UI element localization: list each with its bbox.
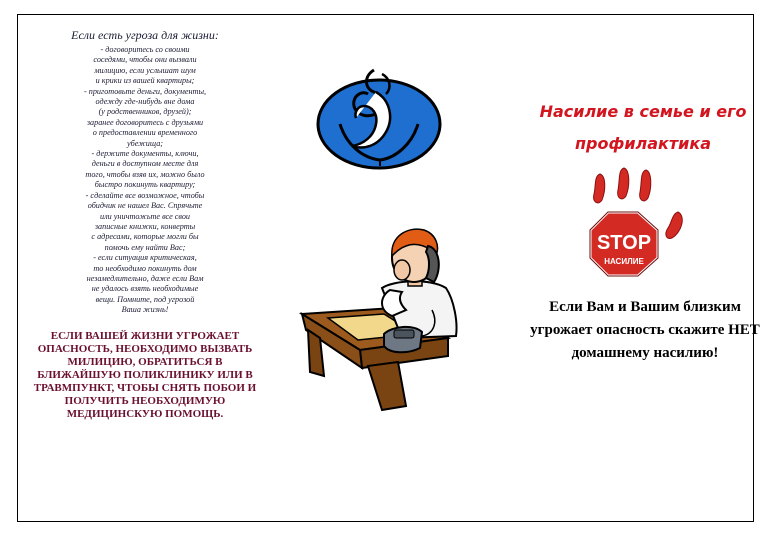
advice-line: (у родственников, друзей); [98, 107, 192, 117]
advice-line: - договоритесь со своими [100, 45, 190, 54]
advice-line: одежду где-нибудь вне дома [95, 97, 195, 107]
advice-line: и крики из вашей квартиры; [95, 76, 195, 86]
advice-line: или уничтожьте все свои [99, 211, 191, 221]
advice-line: убежища; [126, 138, 164, 148]
title-line-2: профилактика [574, 134, 712, 153]
advice-line: быстро покинуть квартиру; [94, 180, 196, 190]
brochure-title [523, 96, 763, 160]
advice-line: с адресами, которые могли бы [91, 232, 199, 242]
advice-line: деньги в доступном месте для [91, 159, 199, 169]
advice-line: то необходимо покинуть дом [93, 263, 197, 273]
advice-line: того, чтобы взяв их, можно было [85, 169, 205, 179]
man-on-phone-illustration [298, 226, 466, 412]
swan-logo-icon [316, 66, 442, 170]
advice-list [25, 45, 265, 316]
advice-line: соседями, чтобы они вызвали [93, 55, 197, 65]
advice-line: - если ситуация критическая, [93, 253, 197, 263]
stop-subword: НАСИЛИЕ [604, 257, 644, 266]
advice-line: обидчик не нашел Вас. Спрячьте [87, 201, 203, 211]
advice-line: милицию, если услышат шум [94, 65, 196, 75]
advice-line: помочь ему найти Вас; [104, 242, 186, 252]
title-line-1: Насилие в семье и его [539, 102, 747, 121]
advice-line: о предоставлении временного [92, 128, 198, 138]
advice-line: - сделайте все возможное, чтобы [85, 190, 205, 200]
advice-line: заранее договоритесь с друзьями [86, 117, 204, 127]
advice-heading: Если есть угроза для жизни: [71, 28, 219, 42]
left-panel [25, 28, 265, 316]
stop-violence-sign-icon [580, 166, 690, 284]
stop-word: STOP [596, 232, 652, 254]
advice-line: незамедлительно, даже если Вам [86, 273, 204, 283]
emergency-warning: ЕСЛИ ВАШЕЙ ЖИЗНИ УГРОЖАЕТ ОПАСНОСТЬ, НЕОБХОДИМО ВЫЗВАТЬ МИЛИЦИЮ, ОБРАТИТЬСЯ В БЛИЖАЙШУЮ ПОЛИКЛИНИКУ ИЛИ В ТРАВМПУНКТ, ЧТОБЫ СНЯТЬ ПОБОИ И ПОЛУЧИТЬ НЕОБХОДИМУЮ МЕДИЦИНСКУЮ ПОМОЩЬ. [33, 330, 257, 420]
advice-line: не удалось взять необходимые [91, 284, 199, 294]
advice-line: Ваша жизнь! [121, 305, 169, 315]
call-to-action-message: Если Вам и Вашим близким угрожает опасность скажите НЕТ домашнему насилию! [530, 299, 760, 361]
advice-line: - приготовьте деньги, документы, [83, 86, 207, 96]
advice-line: записные книжки, конверты [94, 221, 196, 231]
advice-line: - держите документы, ключи, [91, 149, 199, 159]
advice-line: вещи. Помните, под угрозой [95, 294, 195, 304]
